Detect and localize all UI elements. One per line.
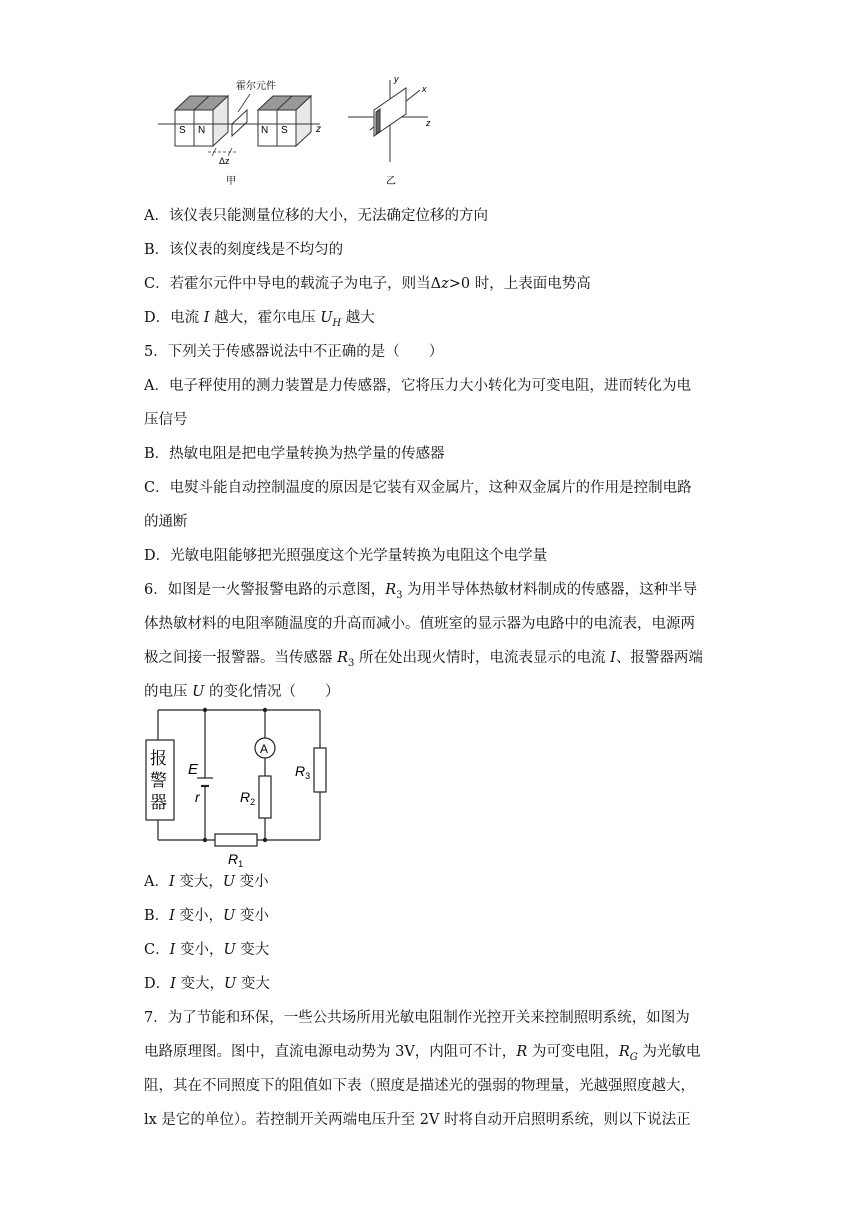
q6-l3-i: I [610,650,616,666]
z2-axis-label: z [426,118,431,128]
q4-option-d-pre: D．电流 [144,310,204,326]
delta-z-label: Δz [219,156,230,166]
q4-option-c-post: >0 时，上表面电势高 [448,276,591,292]
q4-option-d-u: U [320,310,333,326]
q7-stem-line2 [144,1042,700,1068]
q6-l3-sub: 3 [348,657,355,669]
q4-option-d-mid: 越大，霍尔电压 [209,310,321,326]
q6-b-mid: 变小， [174,908,223,924]
q6-b-u: U [223,908,236,924]
caption-yi: 乙 [386,176,396,187]
right-magnet-s: S [281,125,288,136]
internal-r-label: r [195,789,200,805]
q6-l4-u: U [192,684,205,700]
q5-option-a-line1: A．电子秤使用的测力装置是力传感器，它将压力大小转化为可变电阻，进而转化为电 [144,378,691,394]
q4-option-c-var: z [441,276,449,292]
alarm-char-2: 警 [150,771,167,790]
q7-l2-pre: 电路原理图。图中，直流电源电动势为 3V，内阻可不计， [144,1044,517,1060]
q7-l2-r: R [516,1044,528,1060]
x-axis-label: x [422,84,427,94]
q6-l3-post: 、报警器两端 [615,650,703,666]
q7-l2-post: 为光敏电 [637,1044,701,1060]
q6-l3-mid: 所在处出现火情时，电流表显示的电流 [354,650,611,666]
q6-l3-r: R [337,650,349,666]
q4-option-d [144,308,375,334]
alarm-char-1: 报 [150,749,167,768]
q6-a-mid: 变大， [174,874,223,890]
hall-element-label: 霍尔元件 [236,81,276,92]
q5-option-a-line2: 压信号 [144,412,188,428]
q6-d-letter: D． [144,976,171,992]
coordinate-figure [348,80,428,162]
resistor-r2 [259,776,271,818]
q6-d-post: 变大 [236,976,270,992]
q6-a-u: U [222,874,236,890]
q6-d-u: U [223,976,237,992]
q6-l1-post: 为用半导体热敏材料制成的传感器，这种半导 [402,582,698,598]
q6-option-c [144,940,269,960]
z-axis-label: z [316,124,321,135]
q7-l2-mid: 为可变电阻， [527,1044,619,1060]
q6-b-letter: B． [144,908,170,924]
q6-c-i: I [169,942,176,958]
q5-stem: 5．下列关于传感器说法中不正确的是（ ） [144,344,444,360]
r2-label: $R_2$ [240,789,256,807]
left-magnet-s: S [179,125,186,136]
ammeter-label: A [260,742,269,756]
q6-stem-line1 [144,580,697,606]
q6-l1-sub: 3 [396,589,403,601]
q6-l4-post: 的变化情况（ ） [204,684,340,700]
emf-label: E [188,761,199,778]
q4-option-c-pre: C．若霍尔元件中导电的载流子为电子，则当Δ [144,276,442,292]
q7-stem-line4: lx 是它的单位）。若控制开关两端电压升至 2V 时将自动开启照明系统，则以下说法正 [144,1112,691,1128]
q4-option-c [144,274,591,294]
q6-a-i: I [168,874,175,890]
left-magnet-n: N [198,125,206,136]
q6-option-d [144,974,270,994]
q5-option-c-line1: C．电熨斗能自动控制温度的原因是它装有双金属片，这种双金属片的作用是控制电路 [144,480,692,496]
right-magnet-n: N [261,125,269,136]
q6-option-b [144,906,269,926]
r1-label: $R_1$ [228,851,244,869]
q6-l3-pre: 极之间接一报警器。当传感器 [144,650,338,666]
left-magnet [175,96,228,146]
q5-option-b: B．热敏电阻是把电学量转换为热学量的传感器 [144,446,445,462]
resistor-r1 [215,834,257,846]
q6-d-i: I [170,976,176,992]
q6-c-letter: C． [144,942,170,958]
q4-option-a: A．该仪表只能测量位移的大小，无法确定位移的方向 [144,208,488,224]
q6-d-mid: 变大， [175,976,224,992]
q4-option-d-post: 越大 [341,310,375,326]
q7-l2-rg: R [618,1044,630,1060]
q4-option-d-i: I [203,310,210,326]
alarm-circuit-diagram [140,704,340,870]
hall-element [232,110,247,136]
q6-option-a [144,872,269,892]
q4-option-d-sub: H [332,317,342,329]
q6-b-post: 变小 [235,908,269,924]
alarm-char-3: 器 [150,793,167,812]
hall-sensor-figure [150,72,450,192]
right-magnet [258,96,311,146]
q6-a-post: 变小 [235,874,269,890]
q6-b-i: I [169,908,175,924]
q6-stem-line4 [144,682,339,702]
q5-option-c-line2: 的通断 [144,514,188,530]
q6-l4-pre: 的电压 [144,684,193,700]
resistor-r3 [314,748,326,792]
caption-jia: 甲 [226,176,236,187]
q6-a-letter: A． [144,874,169,890]
q7-stem-line3: 阻，其在不同照度下的阻值如下表（照度是描述光的强弱的物理量，光越强照度越大， [144,1078,695,1094]
q5-option-d: D．光敏电阻能够把光照强度这个光学量转换为电阻这个电学量 [144,548,548,564]
q7-l2-sub: G [629,1051,638,1063]
q6-l1-pre: 6．如图是一火警报警电路的示意图， [144,582,386,598]
q6-stem-line2: 体热敏材料的电阻率随温度的升高而减小。值班室的显示器为电路中的电流表，电源两 [144,616,695,632]
q6-l1-r: R [385,582,397,598]
y-axis-label: y [394,74,399,84]
q6-stem-line3 [144,648,703,674]
q6-c-mid: 变小， [175,942,224,958]
q4-option-b: B．该仪表的刻度线是不均匀的 [144,242,344,258]
q6-c-u: U [223,942,236,958]
q7-stem-line1: 7．为了节能和环保，一些公共场所用光敏电阻制作光控开关来控制照明系统，如图为 [144,1010,690,1026]
r3-label: $R_3$ [295,763,311,781]
q6-c-post: 变大 [235,942,270,958]
